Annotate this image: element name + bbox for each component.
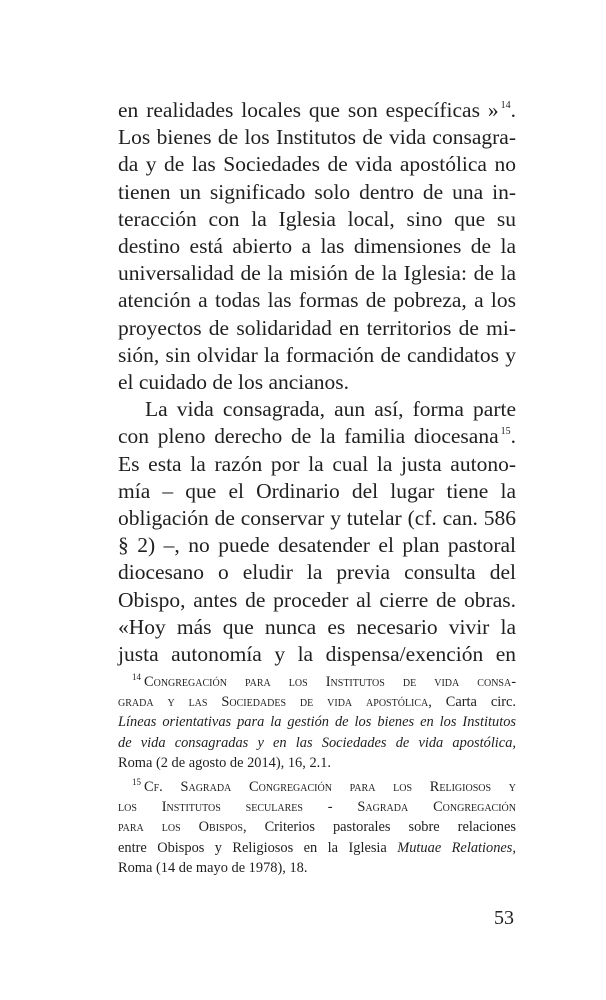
line-text: universalidad de la misión de la Iglesia: de la (118, 261, 516, 286)
footnote-text: grada y las Sociedades de vida apostólica (118, 694, 429, 711)
text-line (118, 587, 516, 614)
text-line (118, 179, 516, 206)
footnote-line: de vida consagradas y en las Sociedades de vida apostólica, (118, 734, 516, 751)
text-line (118, 396, 516, 423)
footnote-line (118, 777, 516, 797)
footnote-line (118, 672, 516, 692)
line-text: Es esta la razón por la cual la justa autono- (118, 451, 516, 476)
line-text: justa autonomía y la dispensa/exención en (118, 642, 516, 667)
line-text: el cuidado de los ancianos. (118, 370, 350, 395)
text-line (118, 260, 516, 287)
text-line (118, 233, 516, 260)
footnote-text: , Carta circ. (428, 694, 516, 711)
footnote-line: los Institutos seculares - Sagrada Congregación (118, 799, 516, 816)
line-text: «Hoy más que nunca es necesario vivir la (118, 614, 516, 639)
line-text: diocesano o eludir la previa consulta del (118, 560, 516, 585)
page-number: 53 (494, 907, 514, 929)
punctuation: . (510, 424, 516, 449)
footnote-text: para los Obispos (118, 819, 243, 836)
text-line (118, 369, 516, 396)
text-line (118, 151, 516, 178)
line-text: sión, sin olvidar la formación de candidatos y (118, 342, 516, 367)
footnote-reference[interactable]: 15 (500, 426, 511, 438)
line-text: obligación de conservar y tutelar (cf. can. 586 (118, 506, 516, 531)
line-text: La vida consagrada, aun así, forma parte (145, 397, 516, 422)
footnote-text: Cf. Sagrada Congregación para los Religiosos y (144, 779, 516, 796)
line-text: tienen un significado solo dentro de una in- (118, 179, 516, 204)
text-line (118, 206, 516, 233)
footnote-marker: 14 (132, 672, 141, 682)
footnote-marker: 15 (132, 777, 141, 788)
text-line (118, 287, 516, 314)
line-text: con pleno derecho de la familia diocesana (118, 424, 499, 449)
text-line (118, 614, 516, 641)
text-line (118, 505, 516, 532)
footnote-line: Roma (14 de mayo de 1978), 18. (118, 859, 308, 876)
text-line (118, 532, 516, 559)
punctuation: . (510, 98, 516, 122)
main-text (118, 97, 516, 668)
footnote-text: Congregación para los Institutos de vida consa- (144, 674, 516, 690)
text-line (118, 315, 516, 342)
text-line (118, 423, 516, 450)
text-line (118, 124, 516, 151)
footnote-line: Roma (2 de agosto de 2014), 16, 2.1. (118, 754, 332, 771)
text-line (118, 478, 516, 505)
line-text: en realidades locales que son específicas » (118, 98, 499, 122)
line-text: proyectos de solidaridad en territorios de mi- (118, 315, 516, 340)
footnote-text: entre Obispos y Religiosos en la Iglesia (118, 839, 398, 856)
footnote-line (118, 817, 516, 837)
footnotes (118, 672, 516, 878)
text-line (118, 97, 516, 124)
footnote-line: Líneas orientativas para la gestión de los bienes en los Institutos (118, 714, 516, 731)
text-line (118, 342, 516, 369)
line-text: Obispo, antes de proceder al cierre de obras. (118, 587, 516, 612)
footnote-14 (118, 672, 516, 773)
line-text: § 2) –, no puede desatender el plan pastoral (118, 533, 516, 558)
footnote-text: , Criterios pastorales sobre relaciones (242, 819, 516, 836)
footnote-reference[interactable]: 14 (500, 100, 511, 111)
text-line (118, 641, 516, 668)
line-text: Los bienes de los Institutos de vida consagra- (118, 125, 516, 150)
footnote-line (118, 838, 516, 858)
footnote-text: Mutuae Relationes, (397, 839, 516, 856)
line-text: atención a todas las formas de pobreza, a los (118, 288, 516, 313)
line-text: mía – que el Ordinario del lugar tiene la (118, 478, 516, 503)
line-text: da y de las Sociedades de vida apostólica no (118, 152, 516, 177)
line-text: teracción con la Iglesia local, sino que su (118, 206, 516, 231)
text-line (118, 451, 516, 478)
footnote-15 (118, 777, 516, 878)
line-text: destino está abierto a las dimensiones de la (118, 234, 516, 259)
text-line (118, 559, 516, 586)
footnote-line (118, 692, 516, 712)
